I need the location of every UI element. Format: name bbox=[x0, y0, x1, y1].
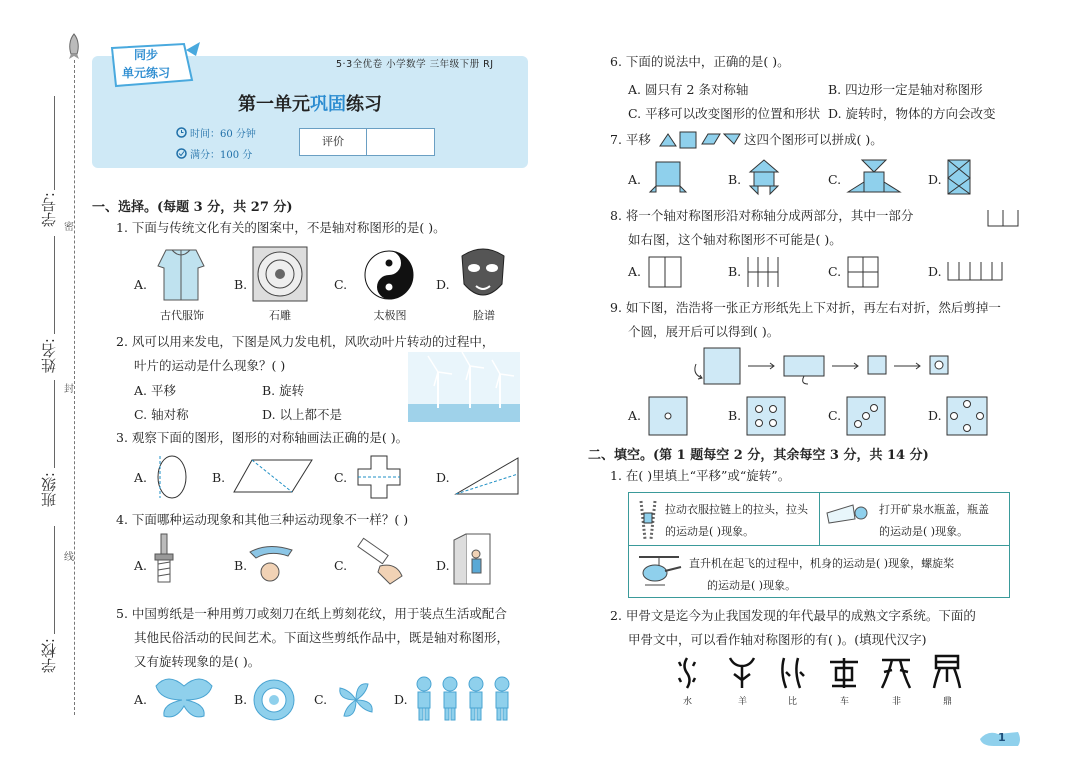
section2-title: 二、填空。(第 1 题每空 2 分，其余每空 3 分，共 14 分) bbox=[588, 448, 929, 463]
banner-line-2: 单元练习 bbox=[122, 66, 171, 80]
q6-option-b[interactable]: B. 四边形一定是轴对称图形 bbox=[828, 82, 983, 97]
title-suffix: 练习 bbox=[346, 94, 382, 115]
q2-option-c[interactable]: C. 轴对称 bbox=[134, 407, 189, 422]
oracle-label-cart: 车 bbox=[840, 697, 850, 707]
faucet-handle-icon bbox=[248, 542, 296, 587]
opera-mask-icon bbox=[458, 246, 508, 307]
q9-figure-d bbox=[946, 396, 988, 439]
q3-option-c[interactable]: C. bbox=[334, 470, 348, 485]
full-score: 满分：100 分 bbox=[190, 150, 253, 161]
q7-prefix: 7. 平移 bbox=[610, 132, 651, 147]
q4-option-d[interactable]: D. bbox=[436, 558, 450, 573]
q8-figure-d bbox=[946, 260, 1004, 285]
rating-label: 评价 bbox=[300, 129, 367, 155]
banner-line-1: 同步 bbox=[134, 48, 159, 62]
oracle-label-tripod: 鼎 bbox=[943, 697, 953, 707]
q7-shape-a bbox=[648, 160, 688, 197]
page-number: 1 bbox=[998, 731, 1006, 744]
door-person-icon bbox=[452, 532, 492, 589]
q7-option-d[interactable]: D. bbox=[928, 172, 942, 187]
check-icon bbox=[176, 147, 187, 162]
stone-carving-icon bbox=[252, 246, 308, 305]
q8-option-a[interactable]: A. bbox=[628, 264, 642, 279]
cell1-line1: 拉动衣服拉链上的拉头，拉头 bbox=[665, 503, 808, 516]
wind-turbine-image bbox=[408, 352, 520, 425]
zipper-icon bbox=[635, 499, 661, 544]
q9-line2: 个圆，展开后可以得到( )。 bbox=[628, 324, 780, 339]
cell2-line2[interactable]: 的运动是( )现象。 bbox=[879, 525, 969, 538]
q3-option-a[interactable]: A. bbox=[134, 470, 148, 485]
cell1-line2[interactable]: 的运动是( )现象。 bbox=[665, 525, 755, 538]
oracle-label-compare: 比 bbox=[788, 697, 798, 707]
q2-option-d[interactable]: D. 以上都不是 bbox=[262, 407, 343, 422]
round-flower-papercut bbox=[252, 678, 296, 725]
q2-line1: 2. 风可以用来发电，下图是风力发电机，风吹动叶片转动的过程中， bbox=[116, 334, 495, 349]
q8-line2: 如右图，这个轴对称图形不可能是( )。 bbox=[628, 232, 842, 247]
fill-table-hdivider bbox=[629, 545, 1009, 546]
clock-icon bbox=[176, 126, 187, 141]
q4-option-a[interactable]: A. bbox=[134, 558, 148, 573]
butterfly-papercut bbox=[154, 678, 214, 723]
oracle-label-not: 非 bbox=[892, 697, 902, 707]
q2-option-b[interactable]: B. 旋转 bbox=[262, 383, 305, 398]
s2-q2-line1: 2. 甲骨文是迄今为止我国发现的年代最早的成熟文字系统。下面的 bbox=[610, 608, 976, 623]
q9-figure-b bbox=[746, 396, 786, 439]
q4-option-b[interactable]: B. bbox=[234, 558, 248, 573]
q9-figure-a bbox=[648, 396, 688, 439]
section1-title: 一、选择。(每题 3 分，共 27 分) bbox=[92, 200, 293, 215]
q5-line3: 又有旋转现象的是( )。 bbox=[134, 654, 261, 669]
q4-option-c[interactable]: C. bbox=[334, 558, 348, 573]
student-id-label: 学号: bbox=[40, 192, 58, 228]
s2-q2-line2[interactable]: 甲骨文中，可以看作轴对称图形的有( )。(填现代汉字) bbox=[628, 632, 927, 647]
q5-option-d[interactable]: D. bbox=[394, 692, 408, 707]
q3-text: 3. 观察下面的图形，图形的对称轴画法正确的是( )。 bbox=[116, 430, 409, 445]
q5-option-b[interactable]: B. bbox=[234, 692, 248, 707]
q1-option-a[interactable]: A. bbox=[134, 277, 148, 292]
q8-option-b[interactable]: B. bbox=[728, 264, 742, 279]
q7-shape-c bbox=[846, 158, 902, 199]
q1-caption-a: 古代服饰 bbox=[160, 309, 204, 322]
q9-option-c[interactable]: C. bbox=[828, 408, 842, 423]
helicopter-icon bbox=[635, 551, 685, 594]
oracle-cart-glyph bbox=[828, 656, 860, 693]
q5-option-c[interactable]: C. bbox=[314, 692, 328, 707]
fill-table-vdivider bbox=[819, 493, 820, 545]
oval-shape bbox=[156, 454, 188, 503]
q7-pieces bbox=[658, 130, 742, 153]
fill-table bbox=[628, 492, 1010, 598]
syringe-icon bbox=[350, 536, 406, 589]
q5-line1: 5. 中国剪纸是一种用剪刀或刻刀在纸上剪刻花纹，用于装点生活或配合 bbox=[116, 606, 507, 621]
sync-unit-banner bbox=[106, 40, 196, 86]
binding-dashed-line bbox=[74, 60, 75, 715]
ancient-costume-icon bbox=[154, 246, 208, 305]
oracle-tripod-glyph bbox=[932, 654, 962, 693]
q4-text: 4. 下面哪种运动现象和其他三种运动现象不一样？( ) bbox=[116, 512, 409, 527]
q8-option-d[interactable]: D. bbox=[928, 264, 942, 279]
folding-steps-diagram bbox=[686, 346, 958, 389]
book-info: 5·3全优卷 小学数学 三年级下册 RJ bbox=[336, 59, 494, 70]
class-line bbox=[54, 380, 55, 468]
q8-figure-c bbox=[846, 256, 880, 291]
oracle-label-water: 水 bbox=[683, 697, 693, 707]
cell2-line1: 打开矿泉水瓶盖，瓶盖 bbox=[879, 503, 989, 516]
page-number-badge bbox=[978, 730, 1022, 748]
cut-mark-line: 线 bbox=[64, 552, 74, 563]
cell3-line2[interactable]: 的运动是( )现象。 bbox=[707, 579, 797, 592]
cross-shape bbox=[356, 454, 402, 503]
taiji-icon bbox=[364, 250, 414, 303]
q8-figure-a bbox=[648, 256, 682, 291]
q7-shape-d bbox=[946, 158, 972, 199]
q9-option-a[interactable]: A. bbox=[628, 408, 642, 423]
oracle-compare-glyph bbox=[778, 656, 808, 693]
q6-option-c[interactable]: C. 平移可以改变图形的位置和形状 bbox=[628, 106, 821, 121]
q5-line2: 其他民俗活动的民间艺术。下面这些剪纸作品中，既是轴对称图形， bbox=[134, 630, 510, 645]
q8-line1: 8. 将一个轴对称图形沿对称轴分成两部分，其中一部分 bbox=[610, 208, 914, 223]
q3-option-d[interactable]: D. bbox=[436, 470, 450, 485]
title-prefix: 第一单元 bbox=[238, 94, 310, 115]
figures-papercut bbox=[412, 676, 516, 725]
q9-option-d[interactable]: D. bbox=[928, 408, 942, 423]
oracle-sheep-glyph bbox=[728, 656, 756, 693]
q7-option-c[interactable]: C. bbox=[828, 172, 842, 187]
bottle-icon bbox=[825, 499, 873, 532]
screw-icon bbox=[150, 534, 178, 589]
q6-option-d[interactable]: D. 旋转时，物体的方向会改变 bbox=[828, 106, 996, 121]
q1-option-b[interactable]: B. bbox=[234, 277, 248, 292]
pinwheel-papercut bbox=[334, 678, 378, 725]
oracle-water-glyph bbox=[676, 656, 698, 693]
page-title bbox=[0, 90, 620, 116]
q1-caption-c: 太极图 bbox=[373, 309, 407, 322]
school-label: 学校: bbox=[40, 638, 58, 674]
q3-option-b[interactable]: B. bbox=[212, 470, 226, 485]
s2-q1-text: 1. 在( )里填上“平移”或“旋转”。 bbox=[610, 468, 791, 483]
q9-option-b[interactable]: B. bbox=[728, 408, 742, 423]
time-limit: 时间：60 分钟 bbox=[190, 129, 256, 140]
q2-option-a[interactable]: A. 平移 bbox=[134, 383, 176, 398]
name-label: 姓名: bbox=[40, 338, 58, 374]
q2-line2: 叶片的运动是什么现象？( ) bbox=[134, 358, 286, 373]
q6-text: 6. 下面的说法中，正确的是( )。 bbox=[610, 54, 790, 69]
rocket-icon bbox=[66, 34, 82, 63]
q7-suffix: 这四个图形可以拼成( )。 bbox=[744, 132, 883, 147]
cut-mark-seal: 密 bbox=[64, 222, 74, 233]
q1-option-c[interactable]: C. bbox=[334, 277, 348, 292]
right-triangle-shape bbox=[454, 456, 520, 499]
q8-figure-b bbox=[746, 256, 780, 291]
q8-half-figure bbox=[986, 208, 1020, 231]
q9-figure-c bbox=[846, 396, 886, 439]
q7-option-a[interactable]: A. bbox=[628, 172, 642, 187]
cell3-line1[interactable]: 直升机在起飞的过程中，机身的运动是( )现象，螺旋桨 bbox=[689, 557, 955, 570]
oracle-label-sheep: 羊 bbox=[738, 697, 748, 707]
name-line bbox=[54, 236, 55, 334]
q1-option-d[interactable]: D. bbox=[436, 277, 450, 292]
q5-option-a[interactable]: A. bbox=[134, 692, 148, 707]
parallelogram-shape bbox=[232, 458, 314, 497]
title-highlight: 巩固 bbox=[310, 94, 346, 115]
q7-shape-b bbox=[746, 158, 782, 199]
q1-text: 1. 下面与传统文化有关的图案中，不是轴对称图形的是( )。 bbox=[116, 220, 446, 235]
q1-caption-b: 石雕 bbox=[269, 309, 291, 322]
q9-line1: 9. 如下图，浩浩将一张正方形纸先上下对折，再左右对折，然后剪掉一 bbox=[610, 300, 1001, 315]
q8-option-c[interactable]: C. bbox=[828, 264, 842, 279]
oracle-not-glyph bbox=[880, 656, 912, 693]
class-label: 班级: bbox=[40, 472, 58, 508]
q7-option-b[interactable]: B. bbox=[728, 172, 742, 187]
school-line bbox=[54, 526, 55, 634]
q6-option-a[interactable]: A. 圆只有 2 条对称轴 bbox=[628, 82, 749, 97]
q1-caption-d: 脸谱 bbox=[473, 309, 495, 322]
cut-mark-close: 封 bbox=[64, 384, 74, 395]
rating-box[interactable] bbox=[299, 128, 435, 156]
